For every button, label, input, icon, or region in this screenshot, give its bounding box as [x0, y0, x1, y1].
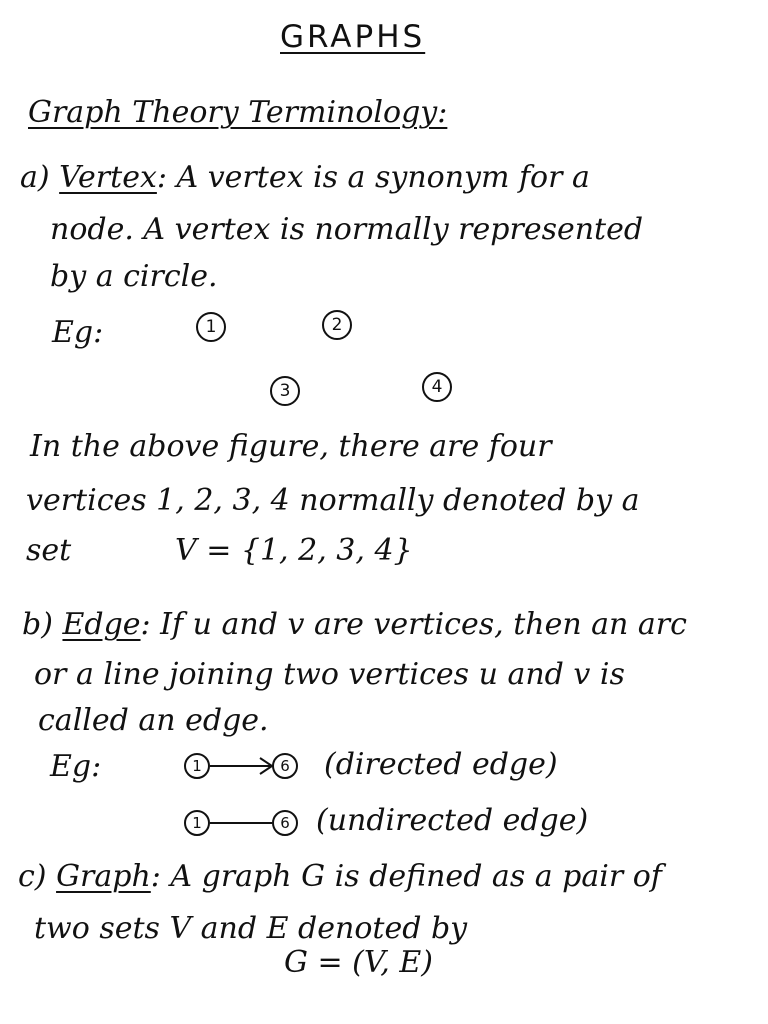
- graph-formula: G = (V, E): [284, 945, 433, 980]
- directed-edge-caption: (directed edge): [324, 747, 558, 782]
- vertex-eg-label: Eg:: [52, 315, 104, 350]
- edge-definition-line-1: [22, 607, 687, 642]
- vertex-node-4: 4: [422, 372, 452, 402]
- edge-eg-label: Eg:: [50, 749, 102, 784]
- graph-term: Graph: [56, 859, 151, 894]
- graph-line-2: two sets V and E denoted by: [34, 911, 468, 946]
- undirected-edge-line: [210, 810, 274, 836]
- section-heading: [28, 95, 448, 130]
- graph-line-1: : A graph G is defined as a pair of: [150, 859, 662, 894]
- edge-marker: b): [22, 607, 53, 642]
- vertex-set-expression: V = {1, 2, 3, 4}: [175, 533, 413, 568]
- edge-term: Edge: [62, 607, 141, 642]
- graph-marker: c): [18, 859, 47, 894]
- vertex-explain-1: In the above figure, there are four: [30, 429, 552, 464]
- graph-definition-line-1: [18, 859, 662, 894]
- directed-edge-to-node: 6: [272, 753, 298, 779]
- undirected-edge-from-node: 1: [184, 810, 210, 836]
- undirected-edge-caption: (undirected edge): [316, 803, 589, 838]
- edge-line-1: : If u and v are vertices, then an arc: [140, 607, 687, 642]
- undirected-edge-to-node: 6: [272, 810, 298, 836]
- vertex-explain-3: set: [26, 533, 72, 568]
- vertex-definition-line-1: [20, 160, 590, 195]
- edge-line-2: or a line joining two vertices u and v is: [34, 657, 625, 692]
- vertex-node-1: 1: [196, 312, 226, 342]
- vertex-node-3: 3: [270, 376, 300, 406]
- vertex-marker: a): [20, 160, 50, 195]
- vertex-line-2: node. A vertex is normally represented: [50, 212, 644, 247]
- vertex-explain-2: vertices 1, 2, 3, 4 normally denoted by a: [26, 483, 640, 518]
- vertex-node-2: 2: [322, 310, 352, 340]
- vertex-line-3: by a circle.: [50, 259, 218, 294]
- directed-edge-from-node: 1: [184, 753, 210, 779]
- vertex-line-1: : A vertex is a synonym for a: [156, 160, 590, 195]
- section-heading-text: Graph Theory Terminology:: [28, 95, 448, 130]
- vertex-term: Vertex: [59, 160, 157, 195]
- page-title: GRAPHS: [280, 19, 426, 55]
- directed-edge-arrow: [210, 753, 280, 779]
- edge-line-3: called an edge.: [38, 703, 269, 738]
